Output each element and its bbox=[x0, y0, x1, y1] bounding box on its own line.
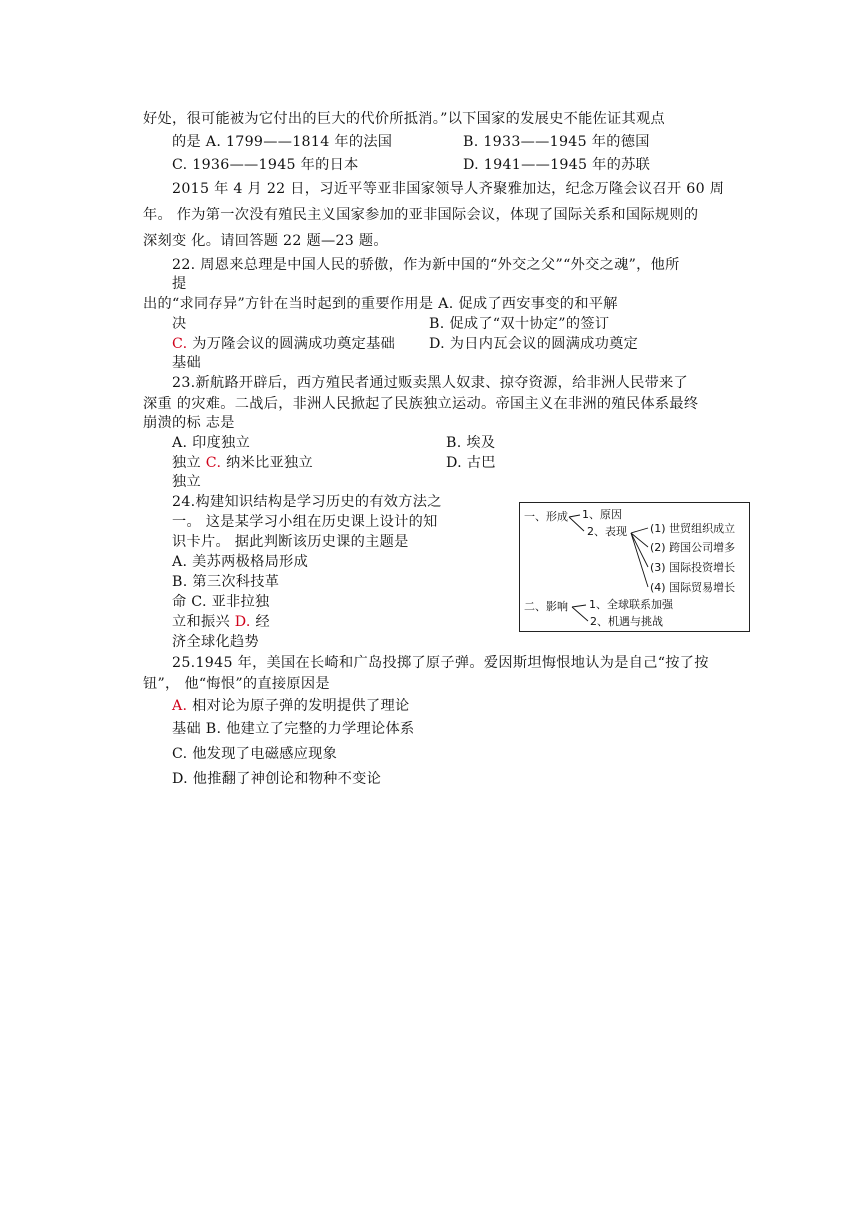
diagram-label: 1、原因 bbox=[582, 508, 622, 521]
option-line bbox=[172, 335, 395, 353]
text-line: 济全球化趋势 bbox=[172, 634, 259, 650]
option-line: B. 促成了“双十协定”的签订 bbox=[429, 316, 610, 332]
option-line: C. 他发现了电磁感应现象 bbox=[172, 746, 338, 762]
text-line: 好处，很可能被为它付出的巨大的代价所抵消。”以下国家的发展史不能佐证其观点 bbox=[143, 111, 666, 127]
option-line: A. 印度独立 bbox=[172, 435, 251, 451]
answer-mark: D. bbox=[234, 614, 251, 630]
diagram-label: 2、表现 bbox=[587, 525, 627, 538]
option-line: A. 美苏两极格局形成 bbox=[172, 554, 309, 570]
diagram-label: (1) 世贸组织成立 bbox=[650, 522, 736, 535]
question-24: 24.构建知识结构是学习历史的有效方法之 bbox=[172, 494, 442, 510]
question-23: 23.新航路开辟后，西方殖民者通过贩卖黑人奴隶、掠夺资源，给非洲人民带来了 bbox=[172, 375, 689, 391]
diagram-label: (4) 国际贸易增长 bbox=[650, 581, 736, 594]
option-line: 决 bbox=[172, 316, 187, 332]
text-line: 基础 bbox=[172, 355, 201, 371]
text-line: 崩溃的标 志是 bbox=[143, 415, 235, 431]
option-line: B. 埃及 bbox=[446, 435, 496, 451]
answer-mark: A. bbox=[172, 698, 188, 714]
option-line: D. 古巴 bbox=[446, 455, 496, 471]
text-line: 2015 年 4 月 22 日，习近平等亚非国家领导人齐聚雅加达，纪念万隆会议召开 60 周 bbox=[172, 181, 725, 197]
option-line bbox=[172, 613, 270, 631]
option-text: 立和振兴 bbox=[172, 614, 230, 630]
option-text: 经 bbox=[250, 614, 271, 630]
answer-mark: C. bbox=[172, 336, 188, 352]
knowledge-card-diagram bbox=[519, 502, 750, 632]
option-line: D. 他推翻了神创论和物种不变论 bbox=[172, 771, 382, 787]
text-line: 出的“求同存异”方针在当时起到的重要作用是 A. 促成了西安事变的和平解 bbox=[143, 296, 618, 312]
diagram-label: (2) 跨国公司增多 bbox=[650, 541, 736, 554]
question-22: 22. 周恩来总理是中国人民的骄傲，作为新中国的“外交之父”“外交之魂”，他所 bbox=[172, 257, 680, 273]
option-line: C. 1936——1945 年的日本 bbox=[172, 157, 359, 173]
diagram-label: (3) 国际投资增长 bbox=[650, 561, 736, 574]
option-line: B. 第三次科技革 bbox=[172, 574, 280, 590]
text-line: 深刻变 化。请回答题 22 题—23 题。 bbox=[143, 233, 388, 249]
text-line: 钮”， 他“悔恨”的直接原因是 bbox=[143, 676, 330, 692]
option-line bbox=[172, 454, 313, 472]
text-line: 独立 bbox=[172, 474, 201, 490]
question-25: 25.1945 年，美国在长崎和广岛投掷了原子弹。爱因斯坦悔恨地认为是自己“按了按 bbox=[172, 655, 709, 671]
option-text: 独立 bbox=[172, 455, 201, 471]
text-line: 年。 作为第一次没有殖民主义国家参加的亚非国际会议，体现了国际关系和国际规则的 bbox=[143, 207, 699, 223]
option-line: D. 1941——1945 年的苏联 bbox=[463, 157, 651, 173]
option-text: 相对论为原子弹的发明提供了理论 bbox=[187, 698, 410, 714]
text-line: 提 bbox=[172, 276, 187, 292]
option-line bbox=[172, 697, 409, 715]
text-line: 深重 的灾难。二战后，非洲人民掀起了民族独立运动。帝国主义在非洲的殖民体系最终 bbox=[143, 396, 699, 412]
diagram-label: 2、机遇与挑战 bbox=[590, 615, 663, 628]
diagram-label: 二、影响 bbox=[524, 600, 568, 613]
text-line: 识卡片。 据此判断该历史课的主题是 bbox=[172, 534, 409, 550]
answer-mark: C. bbox=[205, 455, 222, 471]
option-line: D. 为日内瓦会议的圆满成功奠定 bbox=[429, 336, 639, 352]
option-line: 基础 B. 他建立了完整的力学理论体系 bbox=[172, 721, 415, 737]
option-text: 为万隆会议的圆满成功奠定基础 bbox=[187, 336, 396, 352]
text-line: 一。 这是某学习小组在历史课上设计的知 bbox=[172, 514, 438, 530]
option-line: 的是 A. 1799——1814 年的法国 bbox=[172, 134, 393, 150]
diagram-label: 1、全球联系加强 bbox=[589, 598, 673, 611]
option-text: 纳米比亚独立 bbox=[221, 455, 314, 471]
diagram-label: 一、形成 bbox=[524, 510, 568, 523]
option-line: 命 C. 亚非拉独 bbox=[172, 594, 270, 610]
option-line: B. 1933——1945 年的德国 bbox=[463, 134, 650, 150]
